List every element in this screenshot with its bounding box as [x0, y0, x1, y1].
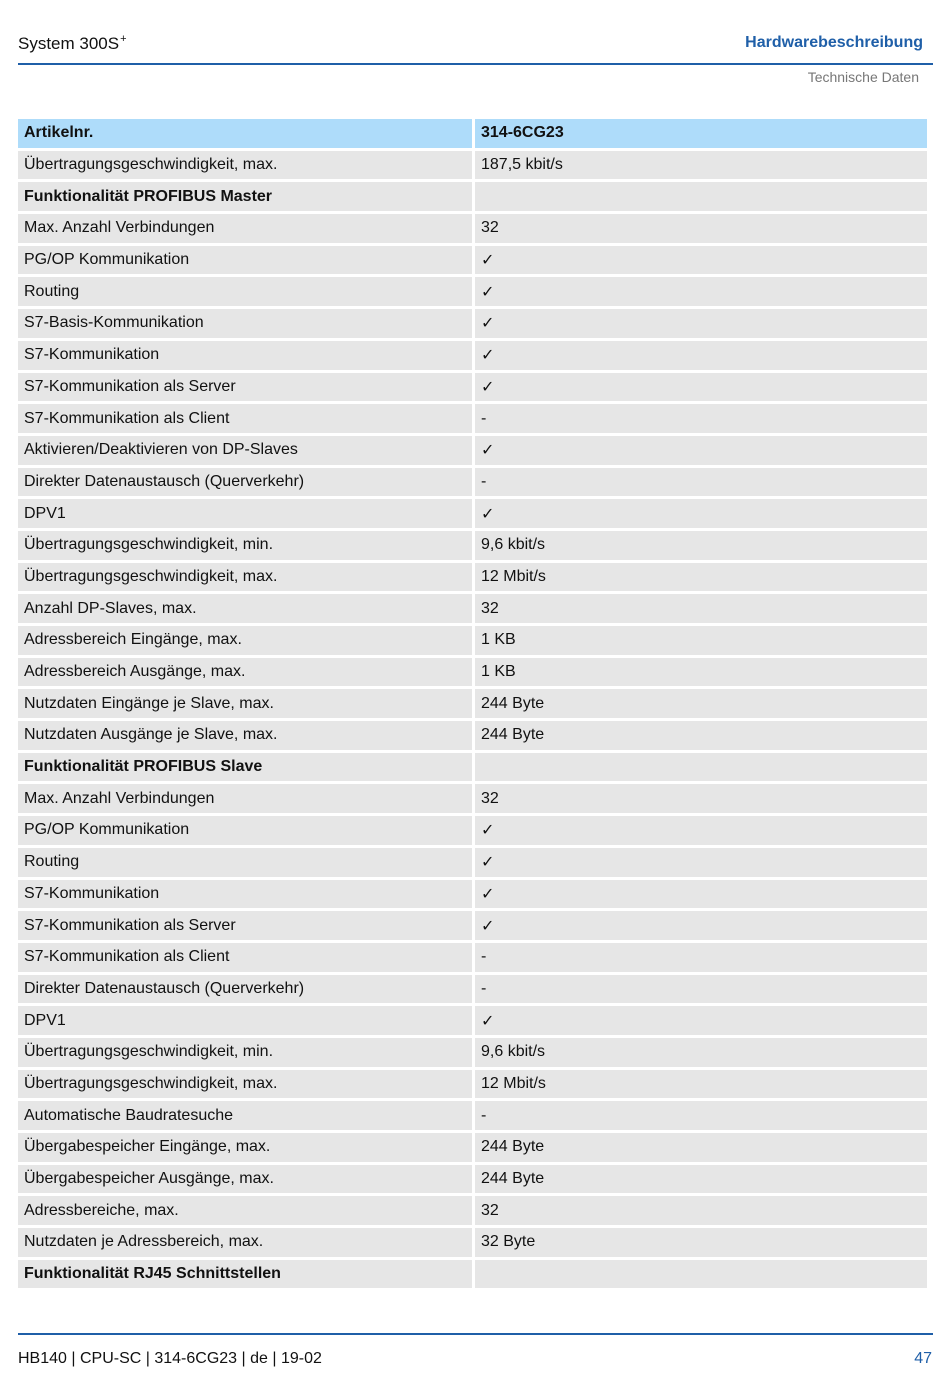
spec-label-cell: Routing [18, 848, 472, 877]
table-row [18, 880, 927, 909]
checkmark-icon: ✓ [475, 816, 927, 845]
spec-label-cell: Direkter Datenaustausch (Querverkehr) [18, 975, 472, 1004]
spec-label-cell: Übergabespeicher Eingänge, max. [18, 1133, 472, 1162]
table-section-row [18, 1260, 927, 1289]
table-row [18, 911, 927, 940]
table-row [18, 468, 927, 497]
section-subtitle: Technische Daten [807, 69, 919, 85]
spec-label-cell: Routing [18, 277, 472, 306]
table-section-row [18, 753, 927, 782]
table-section-row [18, 182, 927, 211]
spec-label-cell: DPV1 [18, 499, 472, 528]
table-row [18, 784, 927, 813]
table-row [18, 436, 927, 465]
spec-label-cell: Aktivieren/Deaktivieren von DP-Slaves [18, 436, 472, 465]
page-number: 47 [914, 1350, 932, 1367]
spec-value-cell: - [475, 975, 927, 1004]
table-header-row [18, 119, 927, 148]
spec-label-cell: Max. Anzahl Verbindungen [18, 214, 472, 243]
spec-label-cell: Anzahl DP-Slaves, max. [18, 594, 472, 623]
checkmark-icon: ✓ [475, 911, 927, 940]
table-row [18, 151, 927, 180]
spec-value-cell: 244 Byte [475, 1165, 927, 1194]
table-row [18, 626, 927, 655]
table-row [18, 594, 927, 623]
spec-value-cell: - [475, 943, 927, 972]
spec-table [15, 116, 930, 1291]
spec-value-cell: 32 Byte [475, 1228, 927, 1257]
table-row [18, 1006, 927, 1035]
spec-value-cell: 244 Byte [475, 1133, 927, 1162]
spec-value-cell: - [475, 1101, 927, 1130]
spec-value-cell: 244 Byte [475, 721, 927, 750]
table-row [18, 975, 927, 1004]
spec-label-cell: PG/OP Kommunikation [18, 246, 472, 275]
spec-label-cell: Übertragungsgeschwindigkeit, max. [18, 563, 472, 592]
table-row [18, 373, 927, 402]
spec-label-cell: S7-Kommunikation als Server [18, 911, 472, 940]
spec-label-cell: S7-Kommunikation [18, 880, 472, 909]
table-row [18, 1101, 927, 1130]
table-row [18, 1196, 927, 1225]
spec-label-cell: S7-Kommunikation als Client [18, 943, 472, 972]
header-divider [18, 63, 933, 65]
document-title-superscript: + [120, 33, 127, 45]
table-row [18, 563, 927, 592]
spec-value-cell: 32 [475, 1196, 927, 1225]
table-row [18, 1070, 927, 1099]
spec-value-cell: 1 KB [475, 626, 927, 655]
spec-label-cell: Nutzdaten Eingänge je Slave, max. [18, 689, 472, 718]
spec-value-cell: 1 KB [475, 658, 927, 687]
spec-label-cell: Max. Anzahl Verbindungen [18, 784, 472, 813]
table-row [18, 721, 927, 750]
checkmark-icon: ✓ [475, 309, 927, 338]
spec-value-cell: 32 [475, 594, 927, 623]
checkmark-icon: ✓ [475, 436, 927, 465]
checkmark-icon: ✓ [475, 341, 927, 370]
spec-value-cell [475, 182, 927, 211]
spec-label-cell: Übertragungsgeschwindigkeit, min. [18, 531, 472, 560]
table-row [18, 404, 927, 433]
table-row [18, 1165, 927, 1194]
table-header-value: 314-6CG23 [475, 119, 927, 148]
spec-label-cell: Automatische Baudratesuche [18, 1101, 472, 1130]
table-row [18, 689, 927, 718]
spec-value-cell [475, 1260, 927, 1289]
table-row [18, 943, 927, 972]
table-row [18, 1038, 927, 1067]
spec-value-cell: 9,6 kbit/s [475, 1038, 927, 1067]
spec-label-cell: Direkter Datenaustausch (Querverkehr) [18, 468, 472, 497]
chapter-title: Hardwarebeschreibung [745, 34, 923, 51]
checkmark-icon: ✓ [475, 373, 927, 402]
checkmark-icon: ✓ [475, 277, 927, 306]
table-row [18, 499, 927, 528]
table-row [18, 848, 927, 877]
checkmark-icon: ✓ [475, 880, 927, 909]
table-row [18, 531, 927, 560]
spec-label-cell: Adressbereich Eingänge, max. [18, 626, 472, 655]
spec-value-cell: - [475, 404, 927, 433]
spec-value-cell: 12 Mbit/s [475, 1070, 927, 1099]
spec-label-cell: Adressbereich Ausgänge, max. [18, 658, 472, 687]
spec-label-cell: Nutzdaten Ausgänge je Slave, max. [18, 721, 472, 750]
spec-label-cell: Übergabespeicher Ausgänge, max. [18, 1165, 472, 1194]
table-row [18, 658, 927, 687]
spec-value-cell: 32 [475, 214, 927, 243]
spec-label-cell: Übertragungsgeschwindigkeit, max. [18, 151, 472, 180]
table-header-label: Artikelnr. [18, 119, 472, 148]
checkmark-icon: ✓ [475, 499, 927, 528]
spec-label-cell: Adressbereiche, max. [18, 1196, 472, 1225]
spec-label-cell: PG/OP Kommunikation [18, 816, 472, 845]
spec-value-cell: 12 Mbit/s [475, 563, 927, 592]
table-row [18, 246, 927, 275]
table-row [18, 341, 927, 370]
table-row [18, 309, 927, 338]
table-row [18, 1133, 927, 1162]
table-row [18, 214, 927, 243]
spec-label-cell: Nutzdaten je Adressbereich, max. [18, 1228, 472, 1257]
spec-label-cell: S7-Kommunikation als Server [18, 373, 472, 402]
spec-label-cell: S7-Kommunikation als Client [18, 404, 472, 433]
document-title-text: System 300S [18, 34, 120, 53]
spec-label-cell: S7-Basis-Kommunikation [18, 309, 472, 338]
checkmark-icon: ✓ [475, 1006, 927, 1035]
footer-divider [18, 1333, 933, 1335]
section-heading-cell: Funktionalität PROFIBUS Slave [18, 753, 472, 782]
section-heading-cell: Funktionalität RJ45 Schnittstellen [18, 1260, 472, 1289]
spec-value-cell [475, 753, 927, 782]
spec-value-cell: 32 [475, 784, 927, 813]
table-row [18, 277, 927, 306]
footer-doc-reference: HB140 | CPU-SC | 314-6CG23 | de | 19-02 [18, 1350, 322, 1367]
document-title [18, 33, 127, 54]
checkmark-icon: ✓ [475, 848, 927, 877]
section-heading-cell: Funktionalität PROFIBUS Master [18, 182, 472, 211]
spec-label-cell: Übertragungsgeschwindigkeit, min. [18, 1038, 472, 1067]
spec-value-cell: 244 Byte [475, 689, 927, 718]
table-row [18, 1228, 927, 1257]
spec-value-cell: 187,5 kbit/s [475, 151, 927, 180]
spec-label-cell: Übertragungsgeschwindigkeit, max. [18, 1070, 472, 1099]
spec-value-cell: - [475, 468, 927, 497]
checkmark-icon: ✓ [475, 246, 927, 275]
spec-value-cell: 9,6 kbit/s [475, 531, 927, 560]
spec-label-cell: S7-Kommunikation [18, 341, 472, 370]
spec-label-cell: DPV1 [18, 1006, 472, 1035]
table-row [18, 816, 927, 845]
